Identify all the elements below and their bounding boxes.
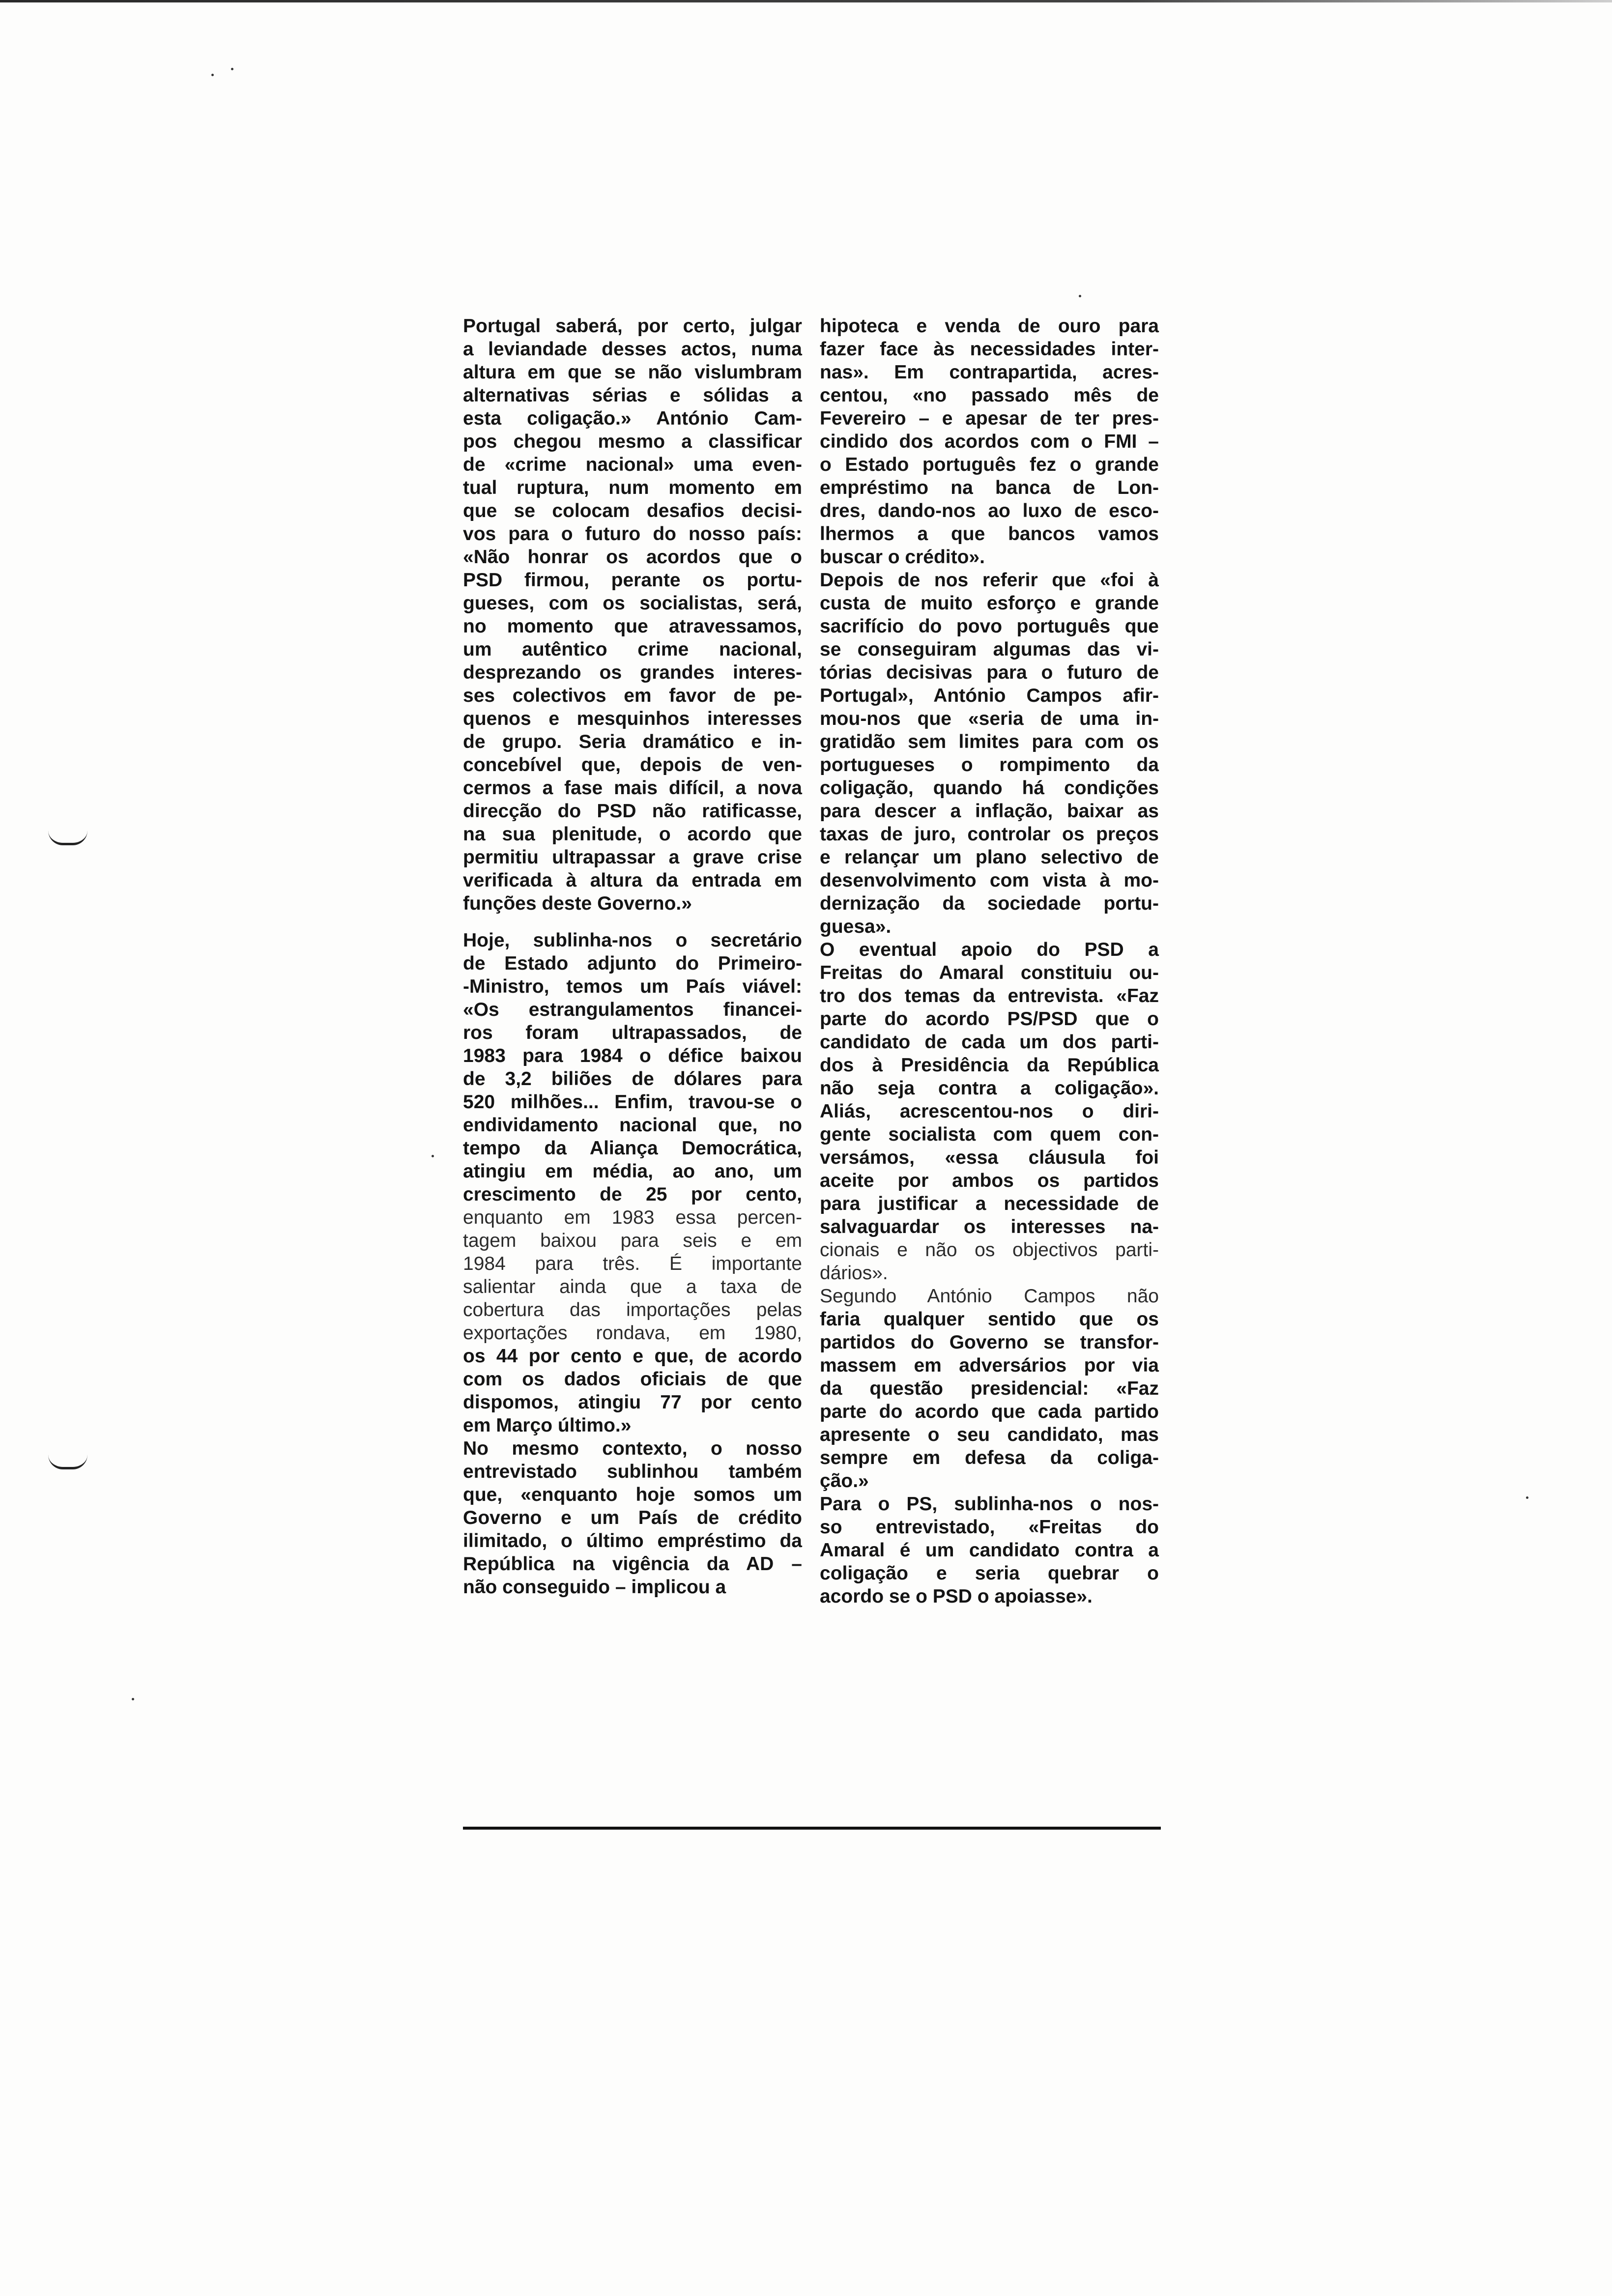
text-line: Aliás, acrescentou-nos o diri- (820, 1101, 1159, 1122)
text-line: exportações rondava, em 1980, (463, 1322, 802, 1344)
text-line: parte do acordo que cada partido (820, 1401, 1159, 1422)
text-line: nas». Em contrapartida, acres- (820, 362, 1159, 383)
text-line: Portugal saberá, por certo, julgar (463, 316, 802, 337)
text-line: sacrifício do povo português que (820, 616, 1159, 637)
text-line: que se colocam desafios decisi- (463, 500, 802, 521)
text-line: alternativas sérias e sólidas a (463, 385, 802, 406)
speck (211, 74, 214, 76)
article-right-column (820, 315, 1159, 1608)
text-line: partidos do Governo se transfor- (820, 1332, 1159, 1353)
text-line: PSD firmou, perante os portu- (463, 570, 802, 591)
text-line: Segundo António Campos não (820, 1286, 1159, 1307)
text-line: candidato de cada um dos parti- (820, 1032, 1159, 1053)
text-line: Governo e um País de crédito (463, 1507, 802, 1528)
speck (231, 68, 233, 70)
text-line: não conseguido – implicou a (463, 1577, 726, 1598)
text-line: entrevistado sublinhou também (463, 1461, 802, 1482)
text-line: empréstimo na banca de Lon- (820, 477, 1159, 498)
text-line: o Estado português fez o grande (820, 454, 1159, 475)
text-line: atingiu em média, ao ano, um (463, 1161, 802, 1182)
text-line: a leviandade desses actos, numa (463, 339, 802, 360)
text-line: gueses, com os socialistas, será, (463, 593, 802, 614)
text-line: direcção do PSD não ratificasse, (463, 801, 802, 822)
text-line: República na vigência da AD – (463, 1553, 802, 1575)
text-line: vos para o futuro do nosso país: (463, 523, 802, 545)
text-line: tórias decisivas para o futuro de (820, 662, 1159, 683)
text-line: Fevereiro – e apesar de ter pres- (820, 408, 1159, 429)
text-line: Amaral é um candidato contra a (820, 1540, 1159, 1561)
text-line: tempo da Aliança Democrática, (463, 1138, 802, 1159)
text-line: altura em que se não vislumbram (463, 362, 802, 383)
text-line: dres, dando-nos ao luxo de esco- (820, 500, 1159, 521)
text-line: cermos a fase mais difícil, a nova (463, 777, 802, 799)
text-line: «Não honrar os acordos que o (463, 546, 802, 568)
text-line: um autêntico crime nacional, (463, 639, 802, 660)
article-left-column (463, 315, 802, 1599)
text-line: Para o PS, sublinha-nos o nos- (820, 1493, 1159, 1515)
text-line: os 44 por cento e que, de acordo (463, 1346, 802, 1367)
text-line: na sua plenitude, o acordo que (463, 824, 802, 845)
text-line: Portugal», António Campos afir- (820, 685, 1159, 706)
text-line: faria qualquer sentido que os (820, 1309, 1159, 1330)
text-line: concebível que, depois de ven- (463, 754, 802, 775)
text-line: mou-nos que «seria de uma in- (820, 708, 1159, 729)
text-line: enquanto em 1983 essa percen- (463, 1207, 802, 1228)
text-line: No mesmo contexto, o nosso (463, 1438, 802, 1459)
text-line: dispomos, atingiu 77 por cento (463, 1392, 802, 1413)
text-line: massem em adversários por via (820, 1355, 1159, 1376)
text-line: 520 milhões... Enfim, travou-se o (463, 1091, 802, 1113)
text-line: versámos, «essa cláusula foi (820, 1147, 1159, 1168)
text-line: pos chegou mesmo a classificar (463, 431, 802, 452)
text-line: endividamento nacional que, no (463, 1115, 802, 1136)
text-line: desprezando os grandes interes- (463, 662, 802, 683)
text-line: esta coligação.» António Cam- (463, 408, 802, 429)
text-line: 1984 para três. É importante (463, 1253, 802, 1274)
text-line: cionais e não os objectivos parti- (820, 1239, 1159, 1261)
text-line: permitiu ultrapassar a grave crise (463, 847, 802, 868)
binding-hole-mark-lower (48, 1455, 87, 1469)
text-line: que, «enquanto hoje somos um (463, 1484, 802, 1505)
text-line: quenos e mesquinhos interesses (463, 708, 802, 729)
text-line: dos à Presidência da República (820, 1055, 1159, 1076)
text-line: parte do acordo PS/PSD que o (820, 1008, 1159, 1030)
text-line: de Estado adjunto do Primeiro- (463, 953, 802, 974)
text-line: para justificar a necessidade de (820, 1193, 1159, 1214)
text-line: no momento que atravessamos, (463, 616, 802, 637)
text-line: e relançar um plano selectivo de (820, 847, 1159, 868)
text-line: cindido dos acordos com o FMI – (820, 431, 1159, 452)
text-line: fazer face às necessidades inter- (820, 339, 1159, 360)
text-line: desenvolvimento com vista à mo- (820, 870, 1159, 891)
text-line: apresente o seu candidato, mas (820, 1424, 1159, 1445)
text-line: ses colectivos em favor de pe- (463, 685, 802, 706)
paragraph-gap (463, 915, 802, 929)
text-line: sempre em defesa da coliga- (820, 1447, 1159, 1468)
text-line: gente socialista com quem con- (820, 1124, 1159, 1145)
text-line: lhermos a que bancos vamos (820, 523, 1159, 545)
text-line: Depois de nos referir que «foi à (820, 570, 1159, 591)
text-line: custa de muito esforço e grande (820, 593, 1159, 614)
text-line: crescimento de 25 por cento, (463, 1184, 802, 1205)
speck (1526, 1496, 1528, 1499)
text-line: ção.» (820, 1470, 869, 1492)
text-line: de grupo. Seria dramático e in- (463, 731, 802, 752)
text-line: coligação, quando há condições (820, 777, 1159, 799)
text-line: da questão presidencial: «Faz (820, 1378, 1159, 1399)
text-line: portugueses o rompimento da (820, 754, 1159, 775)
text-line: Hoje, sublinha-nos o secretário (463, 930, 802, 951)
text-line: salientar ainda que a taxa de (463, 1276, 802, 1297)
text-line: aceite por ambos os partidos (820, 1170, 1159, 1191)
text-line: coligação e seria quebrar o (820, 1563, 1159, 1584)
text-line: buscar o crédito». (820, 546, 985, 568)
article-end-rule (463, 1827, 1161, 1830)
text-line: acordo se o PSD o apoiasse». (820, 1586, 1093, 1607)
text-line: ros foram ultrapassados, de (463, 1022, 802, 1043)
speck (432, 1155, 434, 1157)
text-line: de «crime nacional» uma even- (463, 454, 802, 475)
text-line: O eventual apoio do PSD a (820, 939, 1159, 960)
text-line: não seja contra a coligação». (820, 1078, 1159, 1099)
text-line: com os dados oficiais de que (463, 1369, 802, 1390)
text-line: ilimitado, o último empréstimo da (463, 1530, 802, 1551)
text-line: guesa». (820, 916, 892, 937)
text-line: gratidão sem limites para com os (820, 731, 1159, 752)
text-line: dernização da sociedade portu- (820, 893, 1159, 914)
text-line: em Março último.» (463, 1415, 632, 1436)
text-line: cobertura das importações pelas (463, 1299, 802, 1320)
binding-hole-mark-upper (48, 831, 87, 845)
text-line: tual ruptura, num momento em (463, 477, 802, 498)
text-line: para descer a inflação, baixar as (820, 801, 1159, 822)
text-line: centou, «no passado mês de (820, 385, 1159, 406)
text-line: tro dos temas da entrevista. «Faz (820, 985, 1159, 1006)
text-line: so entrevistado, «Freitas do (820, 1517, 1159, 1538)
text-line: se conseguiram algumas das vi- (820, 639, 1159, 660)
text-line: -Ministro, temos um País viável: (463, 976, 802, 997)
speck (132, 1698, 134, 1700)
speck (1079, 295, 1081, 297)
text-line: de 3,2 biliões de dólares para (463, 1068, 802, 1090)
text-line: 1983 para 1984 o défice baixou (463, 1045, 802, 1066)
text-line: «Os estrangulamentos financei- (463, 999, 802, 1020)
scan-top-edge (0, 0, 1612, 2)
text-line: verificada à altura da entrada em (463, 870, 802, 891)
text-line: hipoteca e venda de ouro para (820, 316, 1159, 337)
text-line: salvaguardar os interesses na- (820, 1216, 1159, 1237)
text-line: funções deste Governo.» (463, 893, 692, 914)
text-line: tagem baixou para seis e em (463, 1230, 802, 1251)
text-line: taxas de juro, controlar os preços (820, 824, 1159, 845)
text-line: Freitas do Amaral constituiu ou- (820, 962, 1159, 983)
text-line: dários». (820, 1263, 888, 1284)
